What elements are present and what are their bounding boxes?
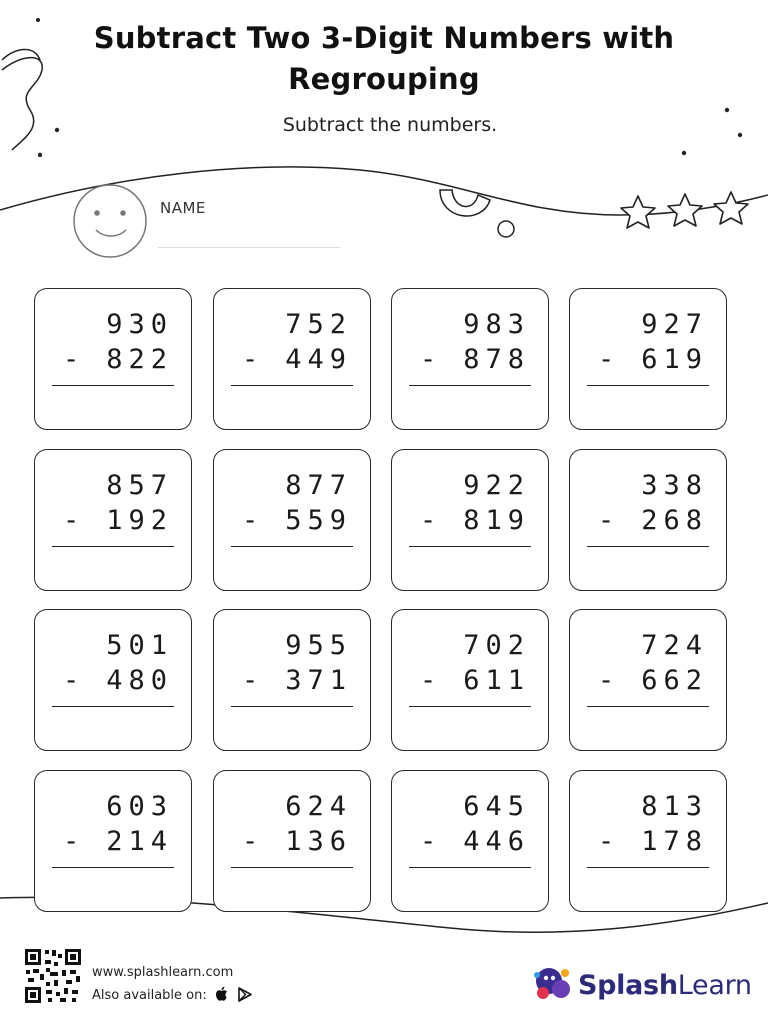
instructions: Subtract the numbers. (282, 114, 498, 136)
problem-card (569, 288, 727, 430)
problem-card (213, 770, 371, 912)
qr-code-icon (24, 948, 82, 1004)
subtrahend: 268 (641, 505, 708, 536)
answer-line[interactable] (409, 706, 531, 707)
minus-sign: - (242, 826, 259, 857)
subtrahend: 136 (285, 826, 352, 857)
play-store-icon[interactable] (238, 987, 252, 1002)
answer-line[interactable] (409, 867, 531, 868)
answer-line[interactable] (231, 385, 353, 386)
arch-decoration (440, 190, 490, 216)
answer-line[interactable] (231, 546, 353, 547)
problem-card (34, 449, 192, 591)
answer-line[interactable] (52, 867, 174, 868)
problem-card (34, 609, 192, 751)
problem-card (391, 288, 549, 430)
minuend: 645 (463, 791, 530, 822)
subtrahend: 446 (463, 826, 530, 857)
answer-line[interactable] (587, 385, 709, 386)
minus-sign: - (242, 505, 259, 536)
apple-icon[interactable] (215, 986, 229, 1002)
splashlearn-logo (578, 970, 752, 1001)
subtrahend: 178 (641, 826, 708, 857)
minus-sign: - (63, 344, 80, 375)
problem-card (569, 770, 727, 912)
minus-sign: - (420, 826, 437, 857)
minuend: 702 (463, 630, 530, 661)
header-wave (0, 167, 768, 215)
minus-sign: - (598, 344, 615, 375)
minus-sign: - (63, 505, 80, 536)
minuend: 877 (285, 470, 352, 501)
answer-line[interactable] (587, 706, 709, 707)
minus-sign: - (598, 505, 615, 536)
smiley-face-icon (74, 185, 146, 257)
answer-line[interactable] (231, 867, 353, 868)
worksheet-title-line-2: Regrouping (288, 62, 480, 96)
subtrahend: 822 (106, 344, 173, 375)
answer-line[interactable] (231, 706, 353, 707)
subtrahend: 662 (641, 665, 708, 696)
name-input-line[interactable] (158, 247, 340, 248)
minuend: 955 (285, 630, 352, 661)
answer-line[interactable] (587, 546, 709, 547)
minuend: 501 (106, 630, 173, 661)
subtrahend: 214 (106, 826, 173, 857)
stars-icon (621, 192, 748, 228)
minuend: 624 (285, 791, 352, 822)
problem-card (569, 449, 727, 591)
answer-line[interactable] (52, 385, 174, 386)
minus-sign: - (420, 505, 437, 536)
name-label: NAME (160, 199, 206, 217)
answer-line[interactable] (409, 385, 531, 386)
problem-card (391, 609, 549, 751)
subtrahend: 878 (463, 344, 530, 375)
minus-sign: - (63, 665, 80, 696)
minuend: 930 (106, 309, 173, 340)
minus-sign: - (242, 344, 259, 375)
minuend: 927 (641, 309, 708, 340)
minuend: 603 (106, 791, 173, 822)
minuend: 338 (641, 470, 708, 501)
minuend: 752 (285, 309, 352, 340)
subtrahend: 192 (106, 505, 173, 536)
answer-line[interactable] (587, 867, 709, 868)
minuend: 983 (463, 309, 530, 340)
also-available-label: Also available on: (92, 988, 207, 1003)
subtrahend: 480 (106, 665, 173, 696)
minuend: 857 (106, 470, 173, 501)
subtrahend: 619 (641, 344, 708, 375)
minus-sign: - (420, 344, 437, 375)
minus-sign: - (242, 665, 259, 696)
subtrahend: 371 (285, 665, 352, 696)
minus-sign: - (420, 665, 437, 696)
answer-line[interactable] (409, 546, 531, 547)
minuend: 724 (641, 630, 708, 661)
answer-line[interactable] (52, 546, 174, 547)
subtrahend: 611 (463, 665, 530, 696)
subtrahend: 559 (285, 505, 352, 536)
minuend: 922 (463, 470, 530, 501)
answer-line[interactable] (52, 706, 174, 707)
problem-card (391, 770, 549, 912)
circle-decoration (498, 221, 514, 237)
problem-card (391, 449, 549, 591)
splashlearn-logo-icon (531, 963, 575, 1005)
subtrahend: 819 (463, 505, 530, 536)
problem-card (34, 288, 192, 430)
logo-learn: Learn (677, 970, 752, 1001)
subtrahend: 449 (285, 344, 352, 375)
minuend: 813 (641, 791, 708, 822)
problem-card (213, 449, 371, 591)
minus-sign: - (598, 665, 615, 696)
minus-sign: - (63, 826, 80, 857)
logo-splash: Splash (578, 970, 678, 1001)
worksheet-title: Subtract Two 3-Digit Numbers with (93, 21, 675, 55)
problem-card (213, 609, 371, 751)
problem-card (34, 770, 192, 912)
problem-card (213, 288, 371, 430)
website-link[interactable]: www.splashlearn.com (92, 965, 234, 980)
minus-sign: - (598, 826, 615, 857)
problem-card (569, 609, 727, 751)
